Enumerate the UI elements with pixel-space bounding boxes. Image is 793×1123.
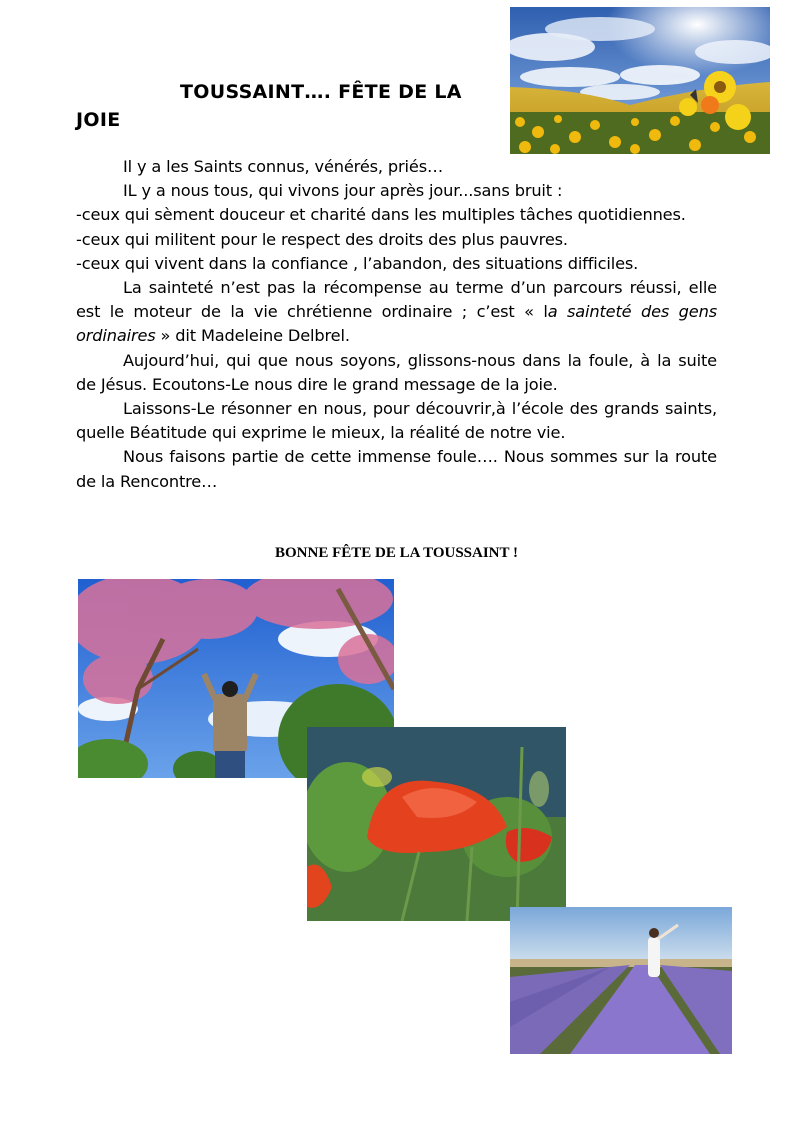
title-line-2: JOIE: [76, 109, 121, 131]
paragraph: Il y a les Saints connus, vénérés, priés…: [123, 157, 444, 176]
title-line-1: TOUSSAINT…. FÊTE DE LA: [180, 81, 462, 103]
paragraph: Nous faisons partie de cette immense foule…. Nous sommes sur la route de la Rencontre…: [76, 447, 717, 491]
saintete-text: La sainteté n’est pas la récompense au terme d’un parcours réussi, elle est le moteur de la vie chrétienne ordinaire ; c’est « l: [76, 278, 717, 322]
closing-greeting: BONNE FÊTE DE LA TOUSSAINT !: [275, 545, 518, 561]
paragraph: Laissons-Le résonner en nous, pour découvrir,à l’école des grands saints, quelle Béatitude qui exprime le mieux, la réalité de notre vie.: [76, 399, 717, 443]
body-text: [76, 155, 717, 494]
quote-italic: a sainteté des gens ordinaires: [76, 302, 717, 346]
sunflower-field-photo: [510, 7, 770, 154]
page-title: [76, 78, 506, 134]
list-item: -ceux qui vivent dans la confiance , l’abandon, des situations difficiles.: [76, 253, 639, 273]
list-item: -ceux qui militent pour le respect des droits des plus pauvres.: [76, 229, 568, 249]
lavender-field-photo: [510, 907, 732, 1054]
saintete-attribution: » dit Madeleine Delbrel.: [155, 326, 350, 346]
paragraph: IL y a nous tous, qui vivons jour après jour...sans bruit :: [123, 181, 563, 201]
list-item: -ceux qui sèment douceur et charité dans les multiples tâches quotidiennes.: [76, 205, 686, 225]
poppy-photo: [307, 727, 566, 921]
paragraph: Aujourd’hui, qui que nous soyons, glissons-nous dans la foule, à la suite de Jésus. Ecoutons-Le nous dire le grand message de la joie.: [76, 350, 717, 394]
paragraph-saintete: [76, 276, 717, 349]
